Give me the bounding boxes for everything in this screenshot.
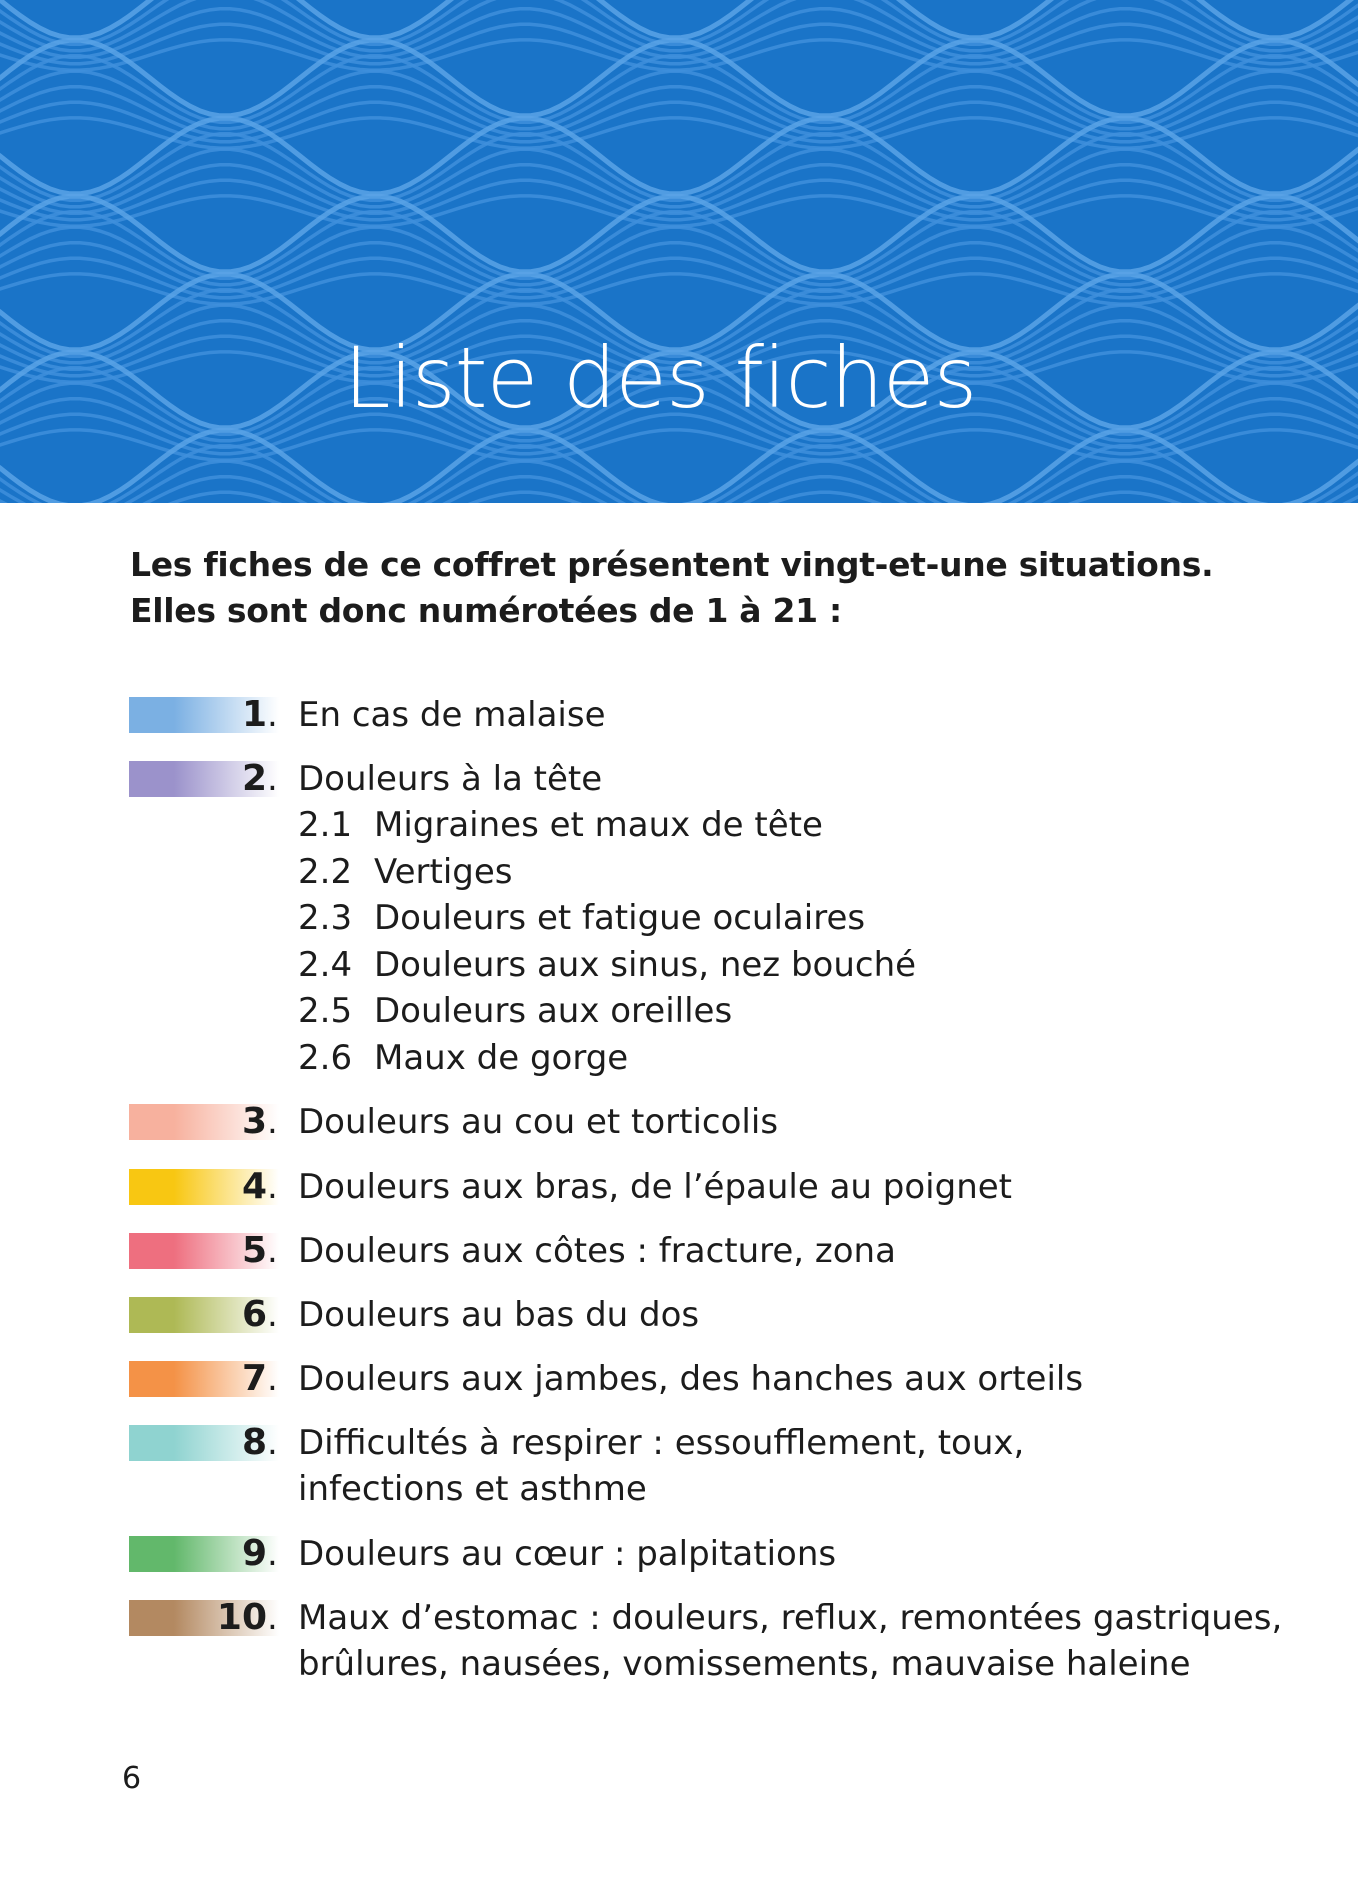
item-label: Douleurs aux côtes : fracture, zona [298, 1231, 896, 1271]
intro-line-1: Les fiches de ce coffret présentent vingt-et-une situations. [130, 545, 1214, 584]
intro-line-2: Elles sont donc numérotées de 1 à 21 : [130, 591, 842, 630]
item-label: Douleurs aux jambes, des hanches aux orteils [298, 1359, 1084, 1399]
item-label: Douleurs au bas du dos [298, 1295, 700, 1335]
page-number: 6 [122, 1761, 142, 1796]
number-period: . [267, 759, 278, 799]
item-label-continued: infections et asthme [298, 1469, 647, 1509]
wave-line [0, 477, 1358, 503]
sub-item [298, 988, 732, 1034]
number-period: . [267, 695, 278, 735]
item-number: 9 [241, 1533, 267, 1574]
item-number: 2 [241, 758, 267, 799]
sub-item-label: Vertiges [374, 852, 513, 892]
item-label: Difficultés à respirer : essoufflement, toux, [298, 1423, 1025, 1463]
item-number: 4 [241, 1166, 267, 1207]
number-period: . [267, 1598, 278, 1638]
item-number: 7 [241, 1358, 267, 1399]
number-period: . [267, 1359, 278, 1399]
intro-text [130, 542, 1213, 634]
sub-item-label: Douleurs aux oreilles [374, 991, 733, 1031]
sub-item-number: 2.6 [298, 1038, 353, 1078]
item-label: Douleurs au cou et torticolis [298, 1102, 779, 1142]
sub-item-label: Migraines et maux de tête [374, 805, 823, 845]
sub-item-number: 2.1 [298, 805, 353, 845]
wave-line [0, 0, 1358, 38]
number-period: . [267, 1295, 278, 1335]
sub-item-label: Douleurs et fatigue oculaires [374, 898, 866, 938]
number-period: . [267, 1102, 278, 1142]
page-title: Liste des fiches [343, 329, 977, 427]
item-label: Douleurs au cœur : palpitations [298, 1534, 837, 1574]
number-period: . [267, 1423, 278, 1463]
sub-item [298, 849, 513, 895]
header-banner [0, 0, 1358, 503]
item-number: 1 [241, 694, 267, 735]
sub-item [298, 895, 865, 941]
item-label: Douleurs à la tête [298, 759, 603, 799]
sub-item-number: 2.2 [298, 852, 353, 892]
sub-item-label: Douleurs aux sinus, nez bouché [374, 945, 917, 985]
item-label: Maux d’estomac : douleurs, reflux, remontées gastriques, [298, 1598, 1283, 1638]
number-period: . [267, 1534, 278, 1574]
item-label: En cas de malaise [298, 695, 606, 735]
sub-item-number: 2.3 [298, 898, 353, 938]
sub-item [298, 802, 823, 848]
item-number: 8 [241, 1422, 267, 1463]
sub-item [298, 942, 916, 988]
sub-item-number: 2.4 [298, 945, 353, 985]
number-period: . [267, 1231, 278, 1271]
sub-item-label: Maux de gorge [374, 1038, 629, 1078]
item-number: 10 [216, 1597, 267, 1638]
number-period: . [267, 1167, 278, 1207]
item-label: Douleurs aux bras, de l’épaule au poignet [298, 1167, 1012, 1207]
item-number: 5 [241, 1230, 267, 1271]
item-number: 3 [241, 1101, 267, 1142]
wave-line [0, 492, 1358, 503]
item-number: 6 [241, 1294, 267, 1335]
sub-item [298, 1035, 628, 1081]
item-label-continued: brûlures, nausées, vomissements, mauvaise haleine [298, 1644, 1191, 1684]
sub-item-number: 2.5 [298, 991, 353, 1031]
